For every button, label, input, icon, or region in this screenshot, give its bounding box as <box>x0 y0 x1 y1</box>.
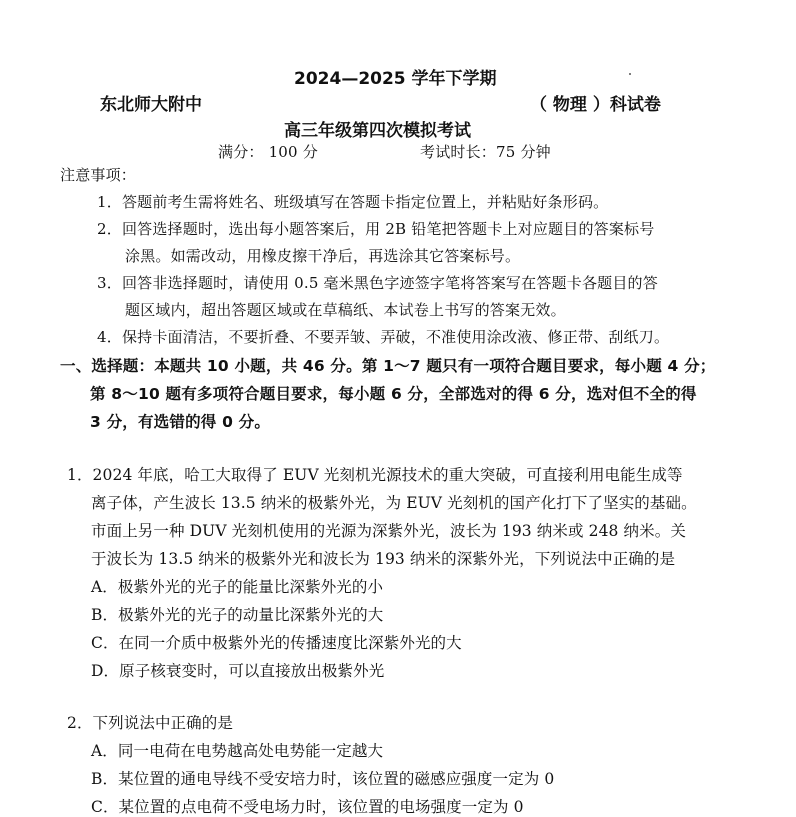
notice-item-4: 4．保持卡面清洁，不要折叠、不要弄皱、弄破，不准使用涂改液、修正带、刮纸刀。 <box>97 328 670 346</box>
stray-dot <box>629 73 631 75</box>
question-1-option-b: B．极紫外光的光子的动量比深紫外光的大 <box>91 606 384 624</box>
question-1-option-d: D．原子核衰变时，可以直接放出极紫外光 <box>91 662 385 680</box>
notice-item-3: 3．回答非选择题时，请使用 0.5 毫米黑色字迹签字笔将答案写在答题卡各题目的答 <box>97 274 658 292</box>
subject-label: （ 物理 ）科试卷 <box>530 95 661 115</box>
exam-duration: 考试时长：75 分钟 <box>420 143 551 161</box>
notice-item-1: 1．答题前考生需将姓名、班级填写在答题卡指定位置上，并粘贴好条形码。 <box>97 193 609 211</box>
section-1-heading-cont-2: 3 分，有选错的得 0 分。 <box>90 413 271 431</box>
notice-item-2: 2．回答选择题时，选出每小题答案后，用 2B 铅笔把答题卡上对应题目的答案标号 <box>97 220 655 238</box>
year-term-heading: 2024—2025 学年下学期 <box>294 69 497 89</box>
question-1-stem-line-4: 于波长为 13.5 纳米的极紫外光和波长为 193 纳米的深紫外光，下列说法中正确的是 <box>91 550 676 568</box>
full-score: 满分： 100 分 <box>218 143 318 161</box>
question-1-stem-line-2: 离子体，产生波长 13.5 纳米的极紫外光，为 EUV 光刻机的国产化打下了坚实的基础。 <box>91 494 697 512</box>
section-1-heading: 一、选择题：本题共 10 小题，共 46 分。第 1～7 题只有一项符合题目要求，每小题 4 分； <box>60 357 716 375</box>
question-2-stem: 2．下列说法中正确的是 <box>67 714 233 732</box>
question-1-stem-line-3: 市面上另一种 DUV 光刻机使用的光源为深紫外光，波长为 193 纳米或 248 纳米。关 <box>91 522 686 540</box>
notice-item-2-cont: 涂黑。如需改动，用橡皮擦干净后，再选涂其它答案标号。 <box>125 247 521 265</box>
notice-title: 注意事项： <box>60 166 137 184</box>
question-2-option-b: B．某位置的通电导线不受安培力时，该位置的磁感应强度一定为 0 <box>91 770 555 788</box>
question-2-option-a: A．同一电荷在电势越高处电势能一定越大 <box>91 742 384 760</box>
question-1-option-a: A．极紫外光的光子的能量比深紫外光的小 <box>91 578 384 596</box>
question-1-option-c: C．在同一介质中极紫外光的传播速度比深紫外光的大 <box>91 634 462 652</box>
section-1-heading-cont-1: 第 8～10 题有多项符合题目要求，每小题 6 分，全部选对的得 6 分，选对但不全的得 <box>90 385 697 403</box>
notice-item-3-cont: 题区域内，超出答题区域或在草稿纸、本试卷上书写的答案无效。 <box>125 301 566 319</box>
exam-title: 高三年级第四次模拟考试 <box>284 121 471 141</box>
school-name: 东北师大附中 <box>100 95 202 115</box>
question-2-option-c: C．某位置的点电荷不受电场力时，该位置的电场强度一定为 0 <box>91 798 524 816</box>
question-1-stem-line-1: 1．2024 年底，哈工大取得了 EUV 光刻机光源技术的重大突破，可直接利用电能生成等 <box>67 466 683 484</box>
